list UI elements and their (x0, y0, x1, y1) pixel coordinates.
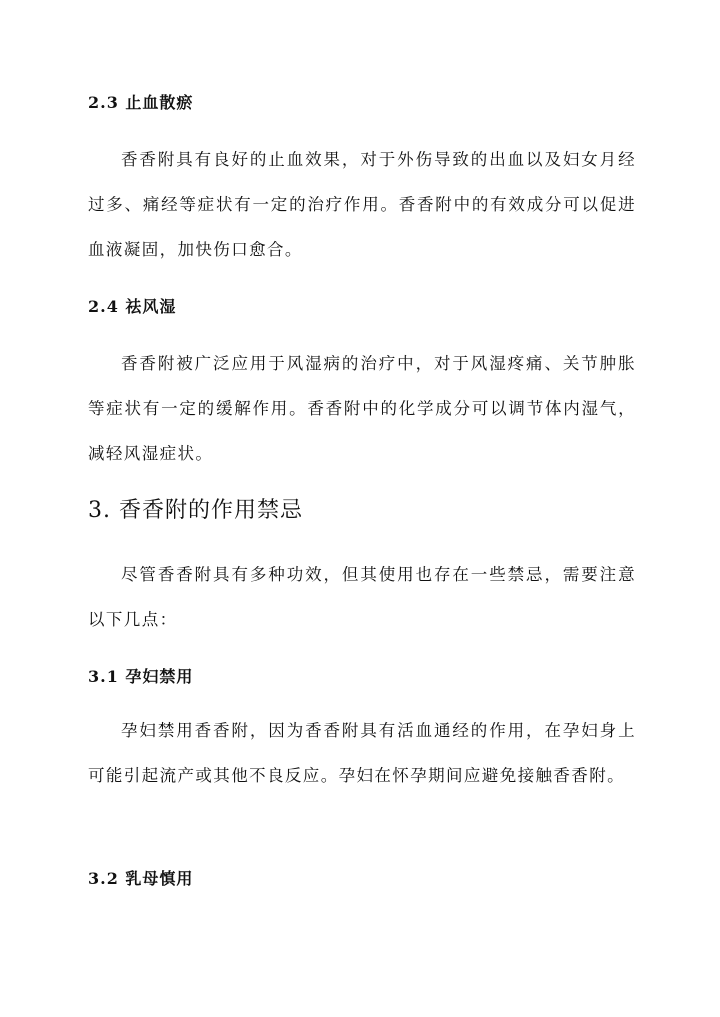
heading-3: 3. 香香附的作用禁忌 (88, 498, 303, 523)
heading-3-2: 3.2 乳母慎用 (88, 869, 194, 888)
heading-2-3: 2.3 止血散瘀 (88, 93, 194, 112)
paragraph-3: 尽管香香附具有多种功效，但其使用也存在一些禁忌，需要注意以下几点： (88, 565, 636, 629)
paragraph-2-4: 香香附被广泛应用于风湿病的治疗中，对于风湿疼痛、关节肿胀等症状有一定的缓解作用。香香附中的化学成分可以调节体内湿气，减轻风湿症状。 (88, 354, 636, 463)
heading-2-4: 2.4 祛风湿 (88, 297, 177, 316)
paragraph-3-1: 孕妇禁用香香附，因为香香附具有活血通经的作用，在孕妇身上可能引起流产或其他不良反应。孕妇在怀孕期间应避免接触香香附。 (88, 721, 636, 785)
heading-3-1: 3.1 孕妇禁用 (88, 667, 194, 686)
paragraph-2-3: 香香附具有良好的止血效果，对于外伤导致的出血以及妇女月经过多、痛经等症状有一定的治疗作用。香香附中的有效成分可以促进血液凝固，加快伤口愈合。 (88, 150, 636, 259)
